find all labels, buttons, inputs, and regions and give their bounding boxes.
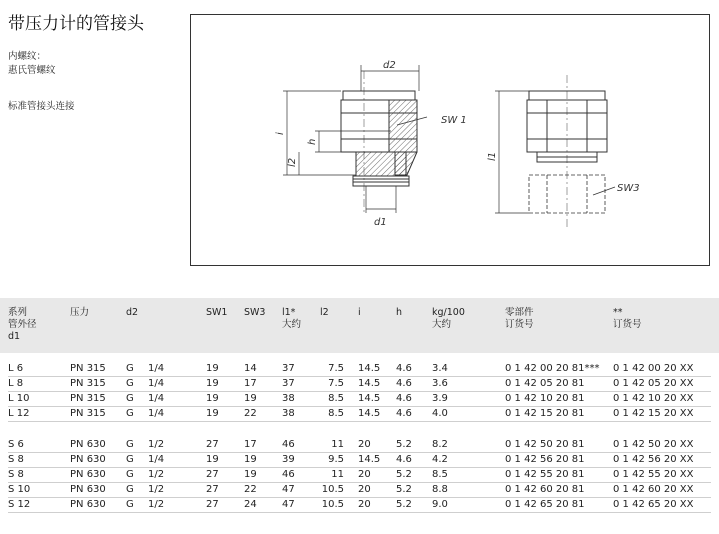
cell-order: 0 1 42 65 20 XX [613, 499, 694, 510]
cell-l2: 10.5 [321, 499, 344, 510]
cell-order: 0 1 42 00 20 XX [613, 363, 694, 374]
cell-order: 0 1 42 55 20 XX [613, 469, 694, 480]
section-view [341, 71, 417, 215]
cell-pressure: PN 315 [70, 393, 106, 404]
label-l2: l2 [287, 157, 298, 167]
cell-d2: 1/4 [148, 408, 165, 419]
cell-i: 14.5 [358, 454, 381, 465]
cell-series: S 8 [8, 454, 24, 465]
header-parts: 零部件 订货号 [505, 307, 534, 330]
cell-h: 4.6 [396, 363, 412, 374]
header-l1: l1* 大约 [282, 307, 302, 330]
cell-kg: 4.0 [432, 408, 448, 419]
cell-sw1: 27 [206, 484, 219, 495]
cell-h: 5.2 [396, 439, 412, 450]
cell-pressure: PN 315 [70, 363, 106, 374]
cell-l2: 11 [331, 469, 344, 480]
cell-sw1: 27 [206, 469, 219, 480]
cell-sw1: 27 [206, 499, 219, 510]
cell-kg: 8.2 [432, 439, 448, 450]
cell-i: 14.5 [358, 363, 381, 374]
cell-sw3: 19 [244, 469, 257, 480]
cell-kg: 4.2 [432, 454, 448, 465]
cell-series: S 12 [8, 499, 31, 510]
cell-order: 0 1 42 15 20 XX [613, 408, 694, 419]
cell-series: S 8 [8, 469, 24, 480]
cell-sw1: 19 [206, 393, 219, 404]
cell-series: S 6 [8, 439, 24, 450]
exterior-view [527, 75, 607, 230]
cell-order: 0 1 42 50 20 XX [613, 439, 694, 450]
label-sw3: SW3 [617, 183, 640, 194]
cell-d2: 1/2 [148, 484, 165, 495]
header-series: 系列 管外径 d1 [8, 307, 37, 342]
cell-pressure: PN 315 [70, 408, 106, 419]
cell-part: 0 1 42 50 20 81 [505, 439, 585, 450]
page-title: 带压力计的管接头 [8, 14, 144, 34]
cell-l1: 46 [282, 439, 295, 450]
header-i: i [358, 307, 361, 318]
cell-kg: 9.0 [432, 499, 448, 510]
cell-h: 5.2 [396, 499, 412, 510]
cell-g: G [126, 454, 134, 465]
cell-sw1: 19 [206, 408, 219, 419]
cell-d2: 1/2 [148, 439, 165, 450]
cell-l2: 9.5 [328, 454, 344, 465]
cell-d2: 1/2 [148, 499, 165, 510]
fitting-drawing [191, 15, 711, 267]
cell-g: G [126, 484, 134, 495]
cell-h: 4.6 [396, 408, 412, 419]
cell-sw1: 19 [206, 363, 219, 374]
cell-d2: 1/4 [148, 454, 165, 465]
cell-kg: 8.5 [432, 469, 448, 480]
cell-h: 4.6 [396, 393, 412, 404]
cell-pressure: PN 630 [70, 439, 106, 450]
cell-h: 5.2 [396, 484, 412, 495]
cell-kg: 3.4 [432, 363, 448, 374]
cell-order: 0 1 42 56 20 XX [613, 454, 694, 465]
cell-l2: 10.5 [321, 484, 344, 495]
cell-kg: 8.8 [432, 484, 448, 495]
cell-order: 0 1 42 10 20 XX [613, 393, 694, 404]
cell-g: G [126, 363, 134, 374]
cell-part: 0 1 42 15 20 81 [505, 408, 585, 419]
cell-sw3: 24 [244, 499, 257, 510]
cell-kg: 3.6 [432, 378, 448, 389]
cell-sw1: 19 [206, 454, 219, 465]
thread-type: 惠氏管螺纹 [8, 65, 56, 76]
cell-l1: 39 [282, 454, 295, 465]
cell-g: G [126, 499, 134, 510]
section-dimension-labels [275, 60, 467, 228]
cell-order: 0 1 42 60 20 XX [613, 484, 694, 495]
cell-d2: 1/4 [148, 363, 165, 374]
cell-l1: 47 [282, 484, 295, 495]
cell-i: 20 [358, 439, 371, 450]
cell-series: L 8 [8, 378, 24, 389]
header-pressure: 压力 [70, 307, 90, 318]
cell-l2: 11 [331, 439, 344, 450]
cell-l2: 7.5 [328, 363, 344, 374]
header-sw1: SW1 [206, 307, 228, 318]
cell-i: 20 [358, 484, 371, 495]
cell-l1: 38 [282, 408, 295, 419]
cell-sw3: 14 [244, 363, 257, 374]
cell-sw1: 27 [206, 439, 219, 450]
cell-part: 0 1 42 05 20 81 [505, 378, 585, 389]
cell-l2: 7.5 [328, 378, 344, 389]
exterior-dimension-labels [487, 152, 640, 194]
cell-series: L 12 [8, 408, 30, 419]
cell-pressure: PN 315 [70, 378, 106, 389]
cell-part: 0 1 42 55 20 81 [505, 469, 585, 480]
label-sw1: SW 1 [441, 115, 467, 126]
label-h: h [307, 138, 318, 145]
cell-part: 0 1 42 10 20 81 [505, 393, 585, 404]
cell-l2: 8.5 [328, 408, 344, 419]
cell-sw3: 17 [244, 439, 257, 450]
cell-series: S 10 [8, 484, 31, 495]
technical-drawing [190, 14, 710, 266]
cell-d2: 1/2 [148, 469, 165, 480]
cell-h: 4.6 [396, 454, 412, 465]
cell-part: 0 1 42 56 20 81 [505, 454, 585, 465]
cell-sw1: 19 [206, 378, 219, 389]
row-divider [8, 512, 711, 513]
cell-l1: 46 [282, 469, 295, 480]
cell-series: L 10 [8, 393, 30, 404]
thread-label: 内螺纹： [8, 51, 47, 62]
cell-sw3: 22 [244, 484, 257, 495]
cell-part: 0 1 42 00 20 81*** [505, 363, 600, 374]
cell-pressure: PN 630 [70, 454, 106, 465]
header-kg: kg/100 大约 [432, 307, 465, 330]
header-h: h [396, 307, 403, 318]
label-d1: d1 [374, 217, 387, 228]
cell-i: 14.5 [358, 408, 381, 419]
cell-part: 0 1 42 65 20 81 [505, 499, 585, 510]
cell-kg: 3.9 [432, 393, 448, 404]
cell-sw3: 22 [244, 408, 257, 419]
header-l2: l2 [320, 307, 329, 318]
cell-part: 0 1 42 60 20 81 [505, 484, 585, 495]
cell-h: 5.2 [396, 469, 412, 480]
cell-d2: 1/4 [148, 378, 165, 389]
cell-i: 14.5 [358, 378, 381, 389]
cell-l1: 47 [282, 499, 295, 510]
cell-g: G [126, 439, 134, 450]
header-sw3: SW3 [244, 307, 266, 318]
cell-i: 14.5 [358, 393, 381, 404]
cell-g: G [126, 408, 134, 419]
cell-order: 0 1 42 05 20 XX [613, 378, 694, 389]
cell-l1: 38 [282, 393, 295, 404]
cell-l1: 37 [282, 363, 295, 374]
cell-pressure: PN 630 [70, 499, 106, 510]
cell-g: G [126, 378, 134, 389]
cell-series: L 6 [8, 363, 24, 374]
cell-sw3: 19 [244, 393, 257, 404]
cell-d2: 1/4 [148, 393, 165, 404]
cell-l2: 8.5 [328, 393, 344, 404]
cell-h: 4.6 [396, 378, 412, 389]
cell-i: 20 [358, 499, 371, 510]
cell-pressure: PN 630 [70, 484, 106, 495]
cell-i: 20 [358, 469, 371, 480]
cell-pressure: PN 630 [70, 469, 106, 480]
cell-g: G [126, 469, 134, 480]
header-d2: d2 [126, 307, 139, 318]
connection-type: 标准管接头连接 [8, 101, 75, 112]
cell-sw3: 17 [244, 378, 257, 389]
row-divider [8, 421, 711, 422]
cell-g: G [126, 393, 134, 404]
header-order: ** 订货号 [613, 307, 642, 330]
cell-sw3: 19 [244, 454, 257, 465]
label-i: i [275, 132, 286, 135]
label-d2: d2 [383, 60, 396, 71]
label-l1: l1 [487, 151, 498, 161]
cell-l1: 37 [282, 378, 295, 389]
